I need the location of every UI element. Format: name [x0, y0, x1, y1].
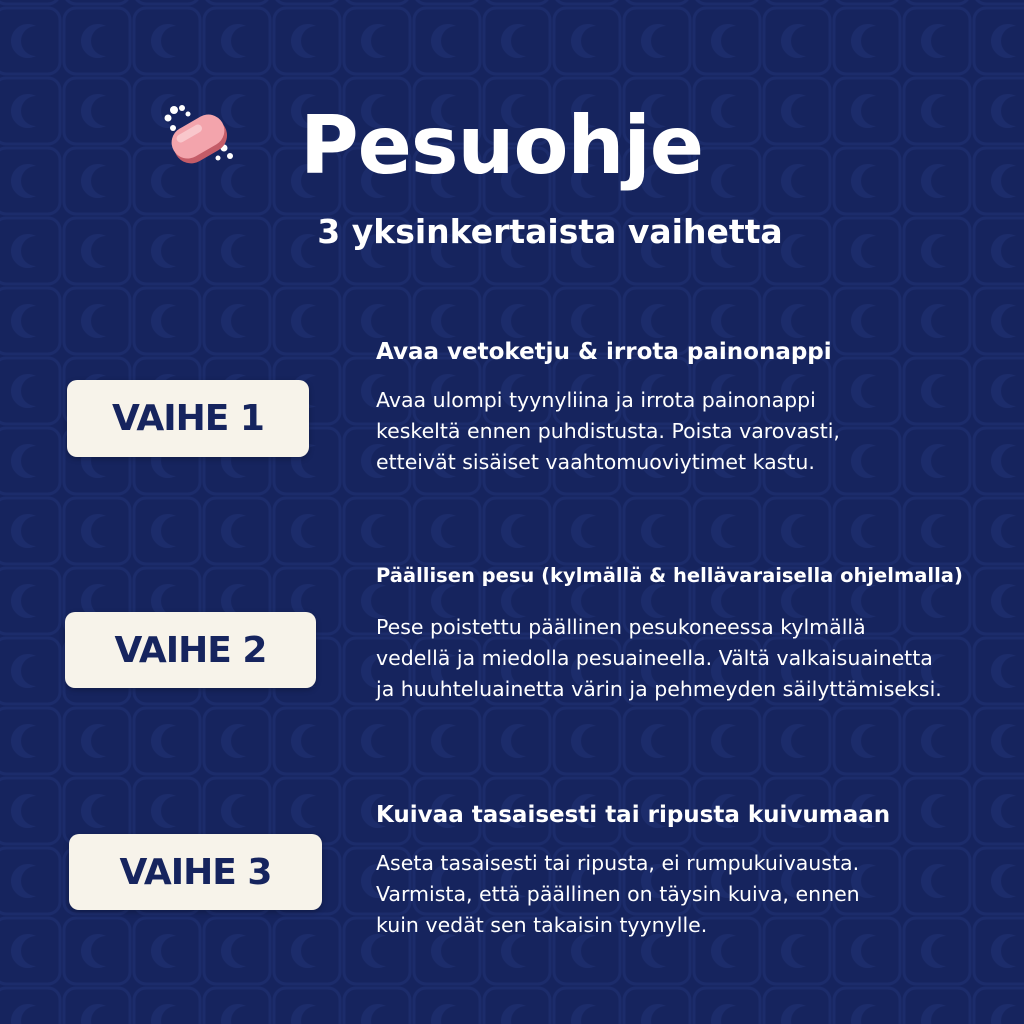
step-2-body-line: vedellä ja miedolla pesuaineella. Vältä valkaisuainetta [376, 646, 933, 670]
step-2-heading: Päällisen pesu (kylmällä & hellävaraisella ohjelmalla) [376, 564, 963, 587]
step-1-heading: Avaa vetoketju & irrota painonappi [376, 339, 832, 365]
page-subtitle: 3 yksinkertaista vaihetta [317, 212, 783, 251]
step-1-body-line: keskeltä ennen puhdistusta. Poista varovasti, [376, 419, 840, 443]
page-title: Pesuohje [300, 99, 704, 192]
step-2-body [376, 612, 1024, 705]
soap-bar-icon [160, 100, 238, 178]
step-2-body-line: ja huuhteluainetta värin ja pehmeyden säilyttämiseksi. [376, 677, 942, 701]
step-3-body-line: kuin vedät sen takaisin tyynylle. [376, 913, 708, 937]
step-1-body-line: etteivät sisäiset vaahtomuoviytimet kastu. [376, 450, 815, 474]
step-2-body-line: Pese poistettu päällinen pesukoneessa kylmällä [376, 615, 866, 639]
step-1-body [376, 385, 1024, 478]
step-3-body-line: Aseta tasaisesti tai ripusta, ei rumpukuivausta. [376, 851, 860, 875]
step-3-body-line: Varmista, että päällinen on täysin kuiva, ennen [376, 882, 860, 906]
step-3-heading: Kuivaa tasaisesti tai ripusta kuivumaan [376, 802, 891, 828]
step-1-badge: VAIHE 1 [67, 380, 309, 457]
step-3-badge: VAIHE 3 [69, 834, 322, 910]
step-3-body [376, 848, 1024, 941]
step-2-badge: VAIHE 2 [65, 612, 316, 688]
step-1-body-line: Avaa ulompi tyynyliina ja irrota painonappi [376, 388, 816, 412]
